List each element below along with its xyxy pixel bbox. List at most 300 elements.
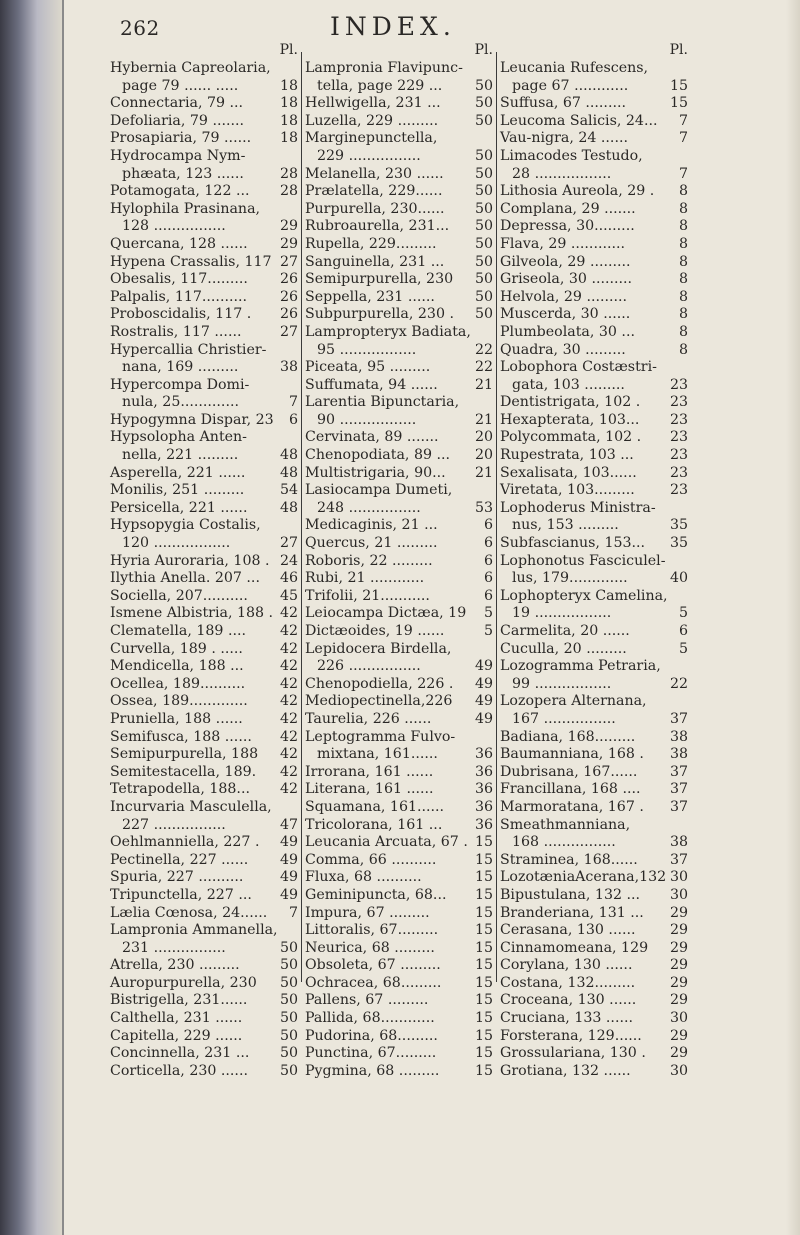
index-entry-text: Calthella, 231 ...... <box>110 1010 243 1027</box>
plate-number: 23 <box>669 482 688 499</box>
index-entry <box>500 869 690 887</box>
plate-number: 50 <box>279 1045 298 1062</box>
index-entry <box>110 852 300 870</box>
index-entry <box>305 447 495 465</box>
index-entry <box>305 306 495 324</box>
index-entry <box>110 412 300 430</box>
index-entry-text: Lasiocampa Dumeti, <box>305 482 453 499</box>
index-entry-text: Depressa, 30......... <box>500 218 635 235</box>
index-entry-text: 227 ................ <box>122 816 226 833</box>
index-entry-text: Lophopteryx Camelina, <box>500 587 668 604</box>
index-entry <box>110 78 300 96</box>
index-entry-text: Corticella, 230 ...... <box>110 1062 248 1079</box>
plate-number: 30 <box>669 886 688 903</box>
index-entry <box>110 957 300 975</box>
index-entry <box>110 641 300 659</box>
index-entry <box>110 183 300 201</box>
plate-number: 15 <box>474 1062 493 1079</box>
plate-number: 29 <box>279 218 298 235</box>
plate-number: 15 <box>474 834 493 851</box>
plate-number: 48 <box>279 499 298 516</box>
index-entry <box>500 623 690 641</box>
index-entry-text: Corylana, 130 ...... <box>500 957 633 974</box>
index-entry-text: Punctina, 67......... <box>305 1045 437 1062</box>
index-entry <box>500 817 690 835</box>
index-entry <box>305 535 495 553</box>
plate-number: 42 <box>279 763 298 780</box>
index-entry-text: Marginepunctella, <box>305 130 438 147</box>
index-entry <box>305 130 495 148</box>
plate-number: 29 <box>669 1027 688 1044</box>
plate-number: 15 <box>474 974 493 991</box>
index-entry-text: Croceana, 130 ...... <box>500 992 637 1009</box>
index-entry-text: Squamana, 161...... <box>305 798 445 815</box>
index-entry-text: Hydrocampa Nym- <box>110 147 246 164</box>
index-entry <box>305 817 495 835</box>
plate-number: 37 <box>669 798 688 815</box>
plate-number: 49 <box>474 658 493 675</box>
index-entry <box>305 78 495 96</box>
index-entry-text: Hyria Auroraria, 108 . <box>110 552 270 569</box>
index-entry-text: Flava, 29 ............ <box>500 235 626 252</box>
plate-number: 50 <box>474 253 493 270</box>
index-column-1 <box>110 42 300 1227</box>
plate-number: 20 <box>474 429 493 446</box>
index-entry-text: Hypogymna Dispar, 23 <box>110 411 274 428</box>
index-entry-text: 19 ................. <box>512 605 612 622</box>
index-entry <box>305 799 495 817</box>
index-entry <box>305 1028 495 1046</box>
index-entry-text: Subfascianus, 153... <box>500 535 646 552</box>
index-entry <box>500 183 690 201</box>
index-entry-list <box>305 60 495 1080</box>
plate-number: 29 <box>669 1045 688 1062</box>
index-entry-text: Lampronia Flavipunc- <box>305 60 463 76</box>
plate-number: 15 <box>669 95 688 112</box>
plate-number: 23 <box>669 464 688 481</box>
index-entry <box>500 482 690 500</box>
plate-number: 49 <box>474 693 493 710</box>
index-entry <box>110 1010 300 1028</box>
index-entry-text: Rubroaurella, 231... <box>305 218 450 235</box>
index-entry-text: Cinnamomeana, 129 <box>500 939 649 956</box>
plate-number: 49 <box>279 886 298 903</box>
plate-number: 6 <box>483 570 493 587</box>
index-entry-text: Persicella, 221 ...... <box>110 499 248 516</box>
plate-number: 40 <box>669 570 688 587</box>
index-entry <box>500 975 690 993</box>
index-entry-text: Rupella, 229......... <box>305 235 437 252</box>
index-entry <box>305 905 495 923</box>
index-entry <box>500 1045 690 1063</box>
plate-number: 15 <box>474 1045 493 1062</box>
plate-number: 50 <box>474 147 493 164</box>
index-entry-text: Literana, 161 ...... <box>305 781 434 798</box>
index-entry-text: tella, page 229 ... <box>317 77 443 94</box>
plate-number: 29 <box>279 235 298 252</box>
index-entry <box>305 746 495 764</box>
plate-number: 36 <box>474 763 493 780</box>
index-entry <box>305 183 495 201</box>
index-entry-text: Gilveola, 29 ......... <box>500 253 631 270</box>
index-entry-text: Complana, 29 ....... <box>500 200 636 217</box>
index-entry-text: Bistrigella, 231...... <box>110 992 248 1009</box>
index-entry-text: Dentistrigata, 102 . <box>500 394 641 411</box>
index-entry-text: Tricolorana, 161 ... <box>305 816 443 833</box>
index-entry-text: Capitella, 229 ...... <box>110 1027 243 1044</box>
index-entry <box>305 412 495 430</box>
index-entry-text: Clematella, 189 .... <box>110 623 246 639</box>
index-entry-text: Semipurpurella, 188 <box>110 746 259 763</box>
plate-number: 42 <box>279 710 298 727</box>
index-entry <box>500 1063 690 1081</box>
plate-number: 50 <box>474 271 493 288</box>
index-entry-text: Grotiana, 132 ...... <box>500 1062 631 1079</box>
plate-number: 7 <box>678 165 688 182</box>
index-entry-text: Leiocampa Dictæa, 19 <box>305 605 467 622</box>
index-entry-text: Connectaria, 79 ... <box>110 95 244 112</box>
plate-number: 50 <box>474 235 493 252</box>
plate-number: 18 <box>279 77 298 94</box>
plate-number: 15 <box>474 869 493 886</box>
index-entry <box>110 429 300 447</box>
index-entry <box>305 482 495 500</box>
plate-number: 36 <box>474 746 493 763</box>
index-entry <box>305 201 495 219</box>
index-entry-text: Dubrisana, 167...... <box>500 763 638 780</box>
book-binding <box>0 0 64 1235</box>
plate-number: 22 <box>474 359 493 376</box>
index-entry-text: Purpurella, 230...... <box>305 200 445 217</box>
index-entry-text: Helvola, 29 ......... <box>500 288 628 305</box>
plate-number: 15 <box>474 886 493 903</box>
index-entry <box>110 711 300 729</box>
index-entry <box>305 834 495 852</box>
index-entry <box>500 711 690 729</box>
index-entry <box>305 166 495 184</box>
plate-number: 21 <box>474 376 493 393</box>
index-entry-text: nella, 221 ......... <box>122 447 239 464</box>
plate-number: 42 <box>279 693 298 710</box>
index-entry <box>305 465 495 483</box>
index-entry-text: Leucoma Salicis, 24... <box>500 112 658 129</box>
index-entry-text: 248 ................ <box>317 499 421 516</box>
index-entry <box>500 922 690 940</box>
index-entry <box>500 148 690 166</box>
index-entry <box>500 412 690 430</box>
index-entry-text: Leptogramma Fulvo- <box>305 728 456 745</box>
index-entry <box>305 641 495 659</box>
plate-number: 6 <box>483 552 493 569</box>
plate-number: 42 <box>279 623 298 639</box>
index-entry <box>110 289 300 307</box>
plate-number: 8 <box>678 183 688 200</box>
index-entry <box>500 236 690 254</box>
index-entry <box>305 658 495 676</box>
plate-number: 50 <box>474 218 493 235</box>
plate-number: 30 <box>669 1062 688 1079</box>
index-entry-text: Lozopera Alternana, <box>500 693 647 710</box>
index-entry-text: Badiana, 168......... <box>500 728 636 745</box>
index-entry-text: Curvella, 189 . ..... <box>110 640 243 657</box>
plate-number: 23 <box>669 429 688 446</box>
plate-number: 49 <box>279 834 298 851</box>
plate-number: 7 <box>288 394 298 411</box>
index-entry-text: 226 ................ <box>317 658 421 675</box>
index-entry-text: Pallida, 68............ <box>305 1010 435 1027</box>
index-entry <box>305 289 495 307</box>
index-entry <box>110 623 300 641</box>
index-entry-text: Tetrapodella, 188... <box>110 781 250 798</box>
index-entry <box>110 271 300 289</box>
index-entry <box>305 359 495 377</box>
index-entry <box>500 429 690 447</box>
index-entry <box>305 975 495 993</box>
index-entry <box>110 764 300 782</box>
index-entry <box>500 60 690 78</box>
index-entry-text: Littoralis, 67......... <box>305 922 439 939</box>
index-entry <box>110 992 300 1010</box>
index-entry-text: Baumanniana, 168 . <box>500 746 644 763</box>
index-entry-text: 168 ................ <box>512 834 616 851</box>
index-entry <box>110 869 300 887</box>
index-entry-text: page 67 ............ <box>512 77 629 94</box>
index-entry <box>500 95 690 113</box>
index-entry <box>305 553 495 571</box>
index-entry-text: Branderiana, 131 ... <box>500 904 644 921</box>
index-entry-text: Taurelia, 226 ...... <box>305 710 432 727</box>
index-entry-text: Incurvaria Masculella, <box>110 798 272 815</box>
plate-number: 29 <box>669 922 688 939</box>
plate-number: 35 <box>669 517 688 534</box>
plate-number: 29 <box>669 904 688 921</box>
plate-column-header: Pl. <box>279 42 298 58</box>
index-entry-text: Semipurpurella, 230 <box>305 271 454 288</box>
index-entry-text: Melanella, 230 ...... <box>305 165 444 182</box>
plate-number: 6 <box>678 623 688 639</box>
index-entry <box>305 342 495 360</box>
plate-number: 35 <box>669 535 688 552</box>
index-entry <box>500 570 690 588</box>
plate-number: 21 <box>474 411 493 428</box>
plate-number: 15 <box>474 939 493 956</box>
index-entry-text: nus, 153 ......... <box>512 517 619 534</box>
plate-number: 22 <box>669 675 688 692</box>
plate-number: 23 <box>669 376 688 393</box>
index-entry <box>110 500 300 518</box>
index-entry <box>500 1010 690 1028</box>
plate-number: 5 <box>483 623 493 639</box>
page-edge <box>786 0 800 1235</box>
index-entry <box>500 746 690 764</box>
plate-number: 20 <box>474 447 493 464</box>
plate-number: 29 <box>669 939 688 956</box>
index-entry <box>305 1045 495 1063</box>
index-columns <box>110 42 690 1227</box>
index-entry <box>305 781 495 799</box>
plate-number: 50 <box>474 183 493 200</box>
index-entry <box>305 852 495 870</box>
index-entry <box>110 95 300 113</box>
index-entry <box>110 60 300 78</box>
index-entry <box>500 218 690 236</box>
page-number: 262 <box>120 16 160 40</box>
plate-number: 42 <box>279 658 298 675</box>
index-entry-text: Pygmina, 68 ......... <box>305 1062 440 1079</box>
plate-number: 6 <box>483 535 493 552</box>
plate-number: 42 <box>279 728 298 745</box>
index-entry-text: Griseola, 30 ......... <box>500 271 633 288</box>
plate-number: 48 <box>279 464 298 481</box>
index-entry-text: 167 ................ <box>512 710 616 727</box>
index-entry <box>500 271 690 289</box>
plate-number: 30 <box>669 869 688 886</box>
plate-number: 8 <box>678 288 688 305</box>
index-entry <box>305 271 495 289</box>
plate-number: 38 <box>669 834 688 851</box>
index-entry-text: Hylophila Prasinana, <box>110 200 261 217</box>
index-entry <box>305 377 495 395</box>
index-entry-text: Leucania Arcuata, 67 . <box>305 834 468 851</box>
index-entry <box>110 377 300 395</box>
index-entry-text: Semifusca, 188 ...... <box>110 728 252 745</box>
index-entry <box>305 693 495 711</box>
index-entry-text: Hypercompa Domi- <box>110 376 250 393</box>
index-entry-text: Cerasana, 130 ...... <box>500 922 636 939</box>
index-entry <box>305 729 495 747</box>
plate-number: 15 <box>474 1027 493 1044</box>
index-entry-text: 95 ................. <box>317 341 417 358</box>
index-entry-text: Semitestacella, 189. <box>110 763 257 780</box>
index-entry <box>500 342 690 360</box>
plate-number: 49 <box>474 710 493 727</box>
index-entry <box>500 359 690 377</box>
index-entry-text: Hypsopygia Costalis, <box>110 517 261 534</box>
plate-number: 6 <box>483 517 493 534</box>
index-entry <box>110 975 300 993</box>
index-entry-text: Cruciana, 133 ...... <box>500 1010 633 1027</box>
index-entry <box>110 130 300 148</box>
index-entry <box>500 394 690 412</box>
index-entry <box>110 359 300 377</box>
plate-number: 50 <box>474 95 493 112</box>
index-entry-text: Comma, 66 .......... <box>305 851 437 868</box>
index-entry <box>500 781 690 799</box>
index-entry <box>305 887 495 905</box>
index-entry-text: Cucullа, 20 ......... <box>500 640 627 657</box>
index-entry <box>500 254 690 272</box>
plate-number: 50 <box>279 974 298 991</box>
index-entry-text: Obsoleta, 67 ......... <box>305 957 441 974</box>
index-entry-text: Lozogramma Petraria, <box>500 658 661 675</box>
index-entry <box>110 605 300 623</box>
index-entry-text: Suffusa, 67 ......... <box>500 95 626 112</box>
index-entry-text: Lithosia Aureola, 29 . <box>500 183 655 200</box>
index-entry <box>110 746 300 764</box>
index-entry-text: Dictæoides, 19 ...... <box>305 623 445 639</box>
index-entry-text: Concinnella, 231 ... <box>110 1045 250 1062</box>
plate-number: 50 <box>279 992 298 1009</box>
index-column-3 <box>500 42 690 1227</box>
index-entry-text: Pallens, 67 ......... <box>305 992 429 1009</box>
plate-number: 50 <box>474 77 493 94</box>
index-entry <box>500 130 690 148</box>
index-entry <box>500 1028 690 1046</box>
plate-number: 15 <box>669 77 688 94</box>
index-entry-text: 128 ................ <box>122 218 226 235</box>
index-entry <box>110 1028 300 1046</box>
plate-number: 37 <box>669 851 688 868</box>
index-entry-text: Marmoratana, 167 . <box>500 798 644 815</box>
plate-number: 30 <box>669 1010 688 1027</box>
index-entry <box>110 394 300 412</box>
index-entry-text: Grossulariana, 130 . <box>500 1045 646 1062</box>
index-entry <box>110 447 300 465</box>
index-entry <box>305 148 495 166</box>
index-entry <box>305 588 495 606</box>
index-entry <box>500 201 690 219</box>
index-entry-text: Tripunctella, 227 ... <box>110 886 252 903</box>
index-entry <box>110 342 300 360</box>
plate-number: 29 <box>669 974 688 991</box>
plate-number: 38 <box>669 746 688 763</box>
plate-number: 8 <box>678 271 688 288</box>
index-entry <box>110 1063 300 1081</box>
index-entry-text: 229 ................ <box>317 147 421 164</box>
plate-number: 50 <box>279 957 298 974</box>
index-entry <box>500 465 690 483</box>
plate-number: 5 <box>678 640 688 657</box>
index-entry <box>305 605 495 623</box>
index-entry-text: Auropurpurella, 230 <box>110 974 257 991</box>
index-column-2 <box>305 42 495 1227</box>
index-entry-text: Impura, 67 ......... <box>305 904 430 921</box>
plate-number: 49 <box>474 675 493 692</box>
index-entry <box>110 236 300 254</box>
index-entry-text: Obesalis, 117......... <box>110 271 248 288</box>
index-entry <box>110 834 300 852</box>
plate-column-header: Pl. <box>669 42 688 58</box>
index-entry <box>500 658 690 676</box>
index-entry <box>110 570 300 588</box>
index-entry <box>500 940 690 958</box>
plate-number: 22 <box>474 341 493 358</box>
index-entry <box>110 1045 300 1063</box>
index-entry <box>305 957 495 975</box>
index-entry-text: Proboscidalis, 117 . <box>110 306 252 323</box>
plate-number: 50 <box>279 1027 298 1044</box>
plate-number: 5 <box>483 605 493 622</box>
index-entry-text: Seppella, 231 ...... <box>305 288 435 305</box>
index-entry-text: Ossea, 189............. <box>110 693 248 710</box>
index-entry-text: Prosapiaria, 79 ...... <box>110 130 252 147</box>
index-entry <box>110 922 300 940</box>
plate-number: 15 <box>474 1010 493 1027</box>
index-entry-text: Hybernia Capreolaria, <box>110 60 271 76</box>
index-entry-text: Asperella, 221 ...... <box>110 464 246 481</box>
index-entry-text: Polycommata, 102 . <box>500 429 642 446</box>
index-entry <box>500 500 690 518</box>
index-entry-text: Potamogata, 122 ... <box>110 183 250 200</box>
plate-number: 48 <box>279 447 298 464</box>
index-entry <box>305 711 495 729</box>
index-entry <box>110 218 300 236</box>
plate-number: 49 <box>279 869 298 886</box>
index-entry <box>305 922 495 940</box>
index-entry <box>305 254 495 272</box>
index-entry-text: Palpalis, 117.......... <box>110 288 247 305</box>
index-entry-text: Lælia Cœnosa, 24...... <box>110 904 268 921</box>
